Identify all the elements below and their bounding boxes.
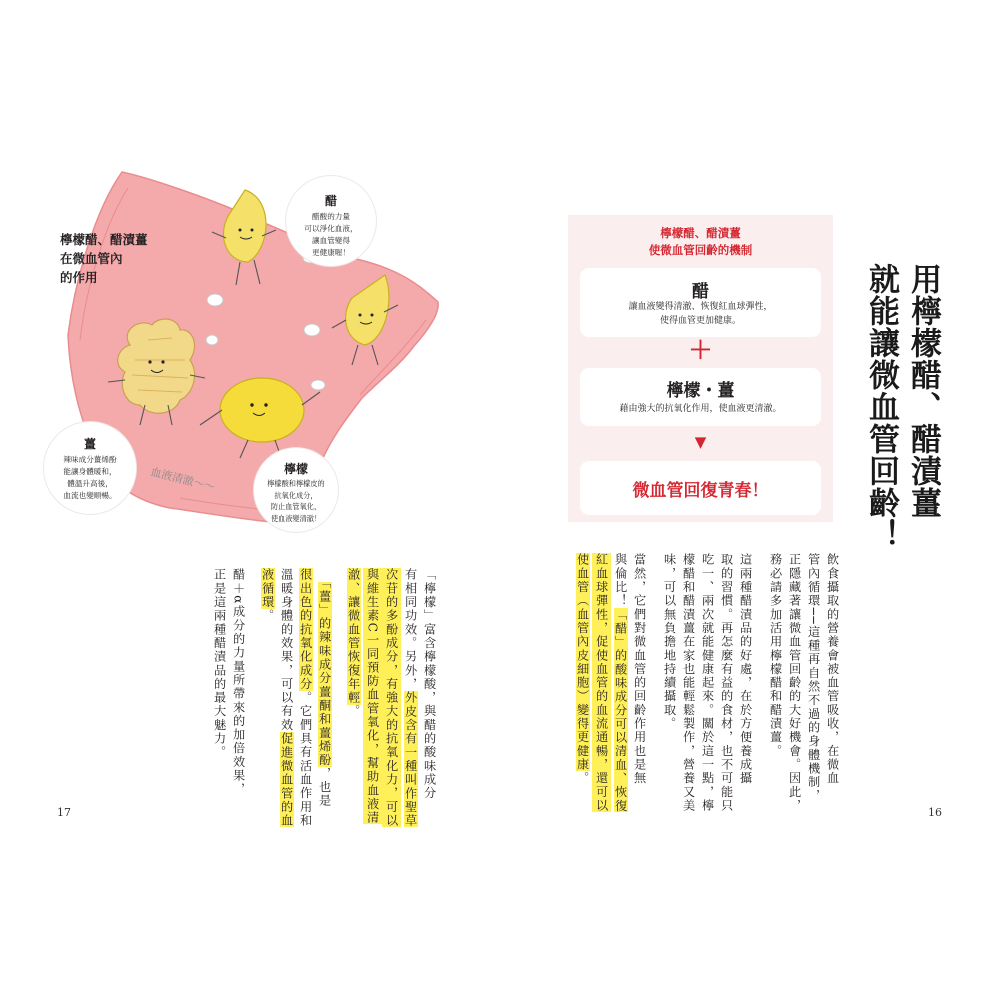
- ginger-line-4: 血流也變順暢。: [63, 491, 117, 500]
- down-arrow-icon: ▼: [694, 433, 707, 451]
- left-col-2a: 有相同功效。另外，: [403, 568, 418, 691]
- right-col-3: 正隱藏著讓微血管回齡的大好機會。因此，: [787, 553, 802, 813]
- right-col-7: 吃一、兩次就能健康起來。關於這一點，檸: [700, 553, 715, 813]
- right-col-13-end: 。: [575, 771, 590, 786]
- left-col-4: 與維生素C一同預防血管氧化，幫助血液清: [363, 568, 382, 824]
- left-col-2: [401, 568, 420, 827]
- page-number-left: 17: [57, 806, 71, 819]
- left-col-11: 正是這兩種醋漬品的最大魅力。: [212, 568, 227, 760]
- result-box-head: 微血管回復青春！: [632, 481, 769, 501]
- right-col-12: 紅血球彈性，促使血管的血流通暢，還可以: [592, 553, 611, 812]
- mechanism-panel: [568, 215, 833, 522]
- panel-title-line-2: 使微血管回齡的機制: [648, 243, 753, 257]
- left-col-8: [277, 568, 296, 827]
- right-col-13-highlight: 使血管（血管內皮細胞）變得更健康: [575, 553, 590, 772]
- vinegar-bubble: [286, 176, 376, 266]
- right-col-9: 味，可以無負擔地持續攝取。: [662, 553, 677, 731]
- right-col-1: 飲食攝取的營養會被血管吸收，在微血: [825, 553, 840, 786]
- lemon-ginger-box-head: 檸檬・薑: [666, 381, 735, 401]
- page-title-line-2: 就能讓微血管回齡！: [863, 263, 899, 551]
- vinegar-box-head: 醋: [692, 282, 709, 302]
- label-line-3: 的作用: [60, 270, 98, 285]
- left-col-5-highlight: 澈、讓微血管恢復年輕: [346, 568, 361, 705]
- right-col-8: 檬醋和醋漬薑在家也能輕鬆製作，營養又美: [681, 553, 696, 813]
- left-col-7-highlight: 很出色的抗氧化成分: [298, 568, 313, 691]
- left-col-9-end: 。: [260, 608, 275, 623]
- right-col-13: [573, 553, 592, 785]
- left-col-8-start: 溫暖身體的效果，可以有效: [279, 568, 294, 732]
- right-col-4: 務必請多加活用檸檬醋和醋漬薑。: [768, 553, 783, 758]
- lemon-bubble-title: 檸檬: [283, 462, 308, 476]
- label-line-2: 在微血管內: [60, 251, 123, 266]
- ginger-bubble-text: [44, 454, 136, 502]
- left-col-2-highlight: 外皮含有一種叫作聖草: [403, 690, 418, 828]
- vinegar-bubble-text: [286, 211, 376, 259]
- left-col-7-end: 。它們具有活血作用和: [298, 690, 313, 828]
- vinegar-box: [580, 268, 821, 337]
- page-title-line-1: 用檸檬醋、醋漬薑: [905, 263, 941, 519]
- vinegar-box-line-1: 讓血液變得清澈、恢復紅血球彈性，: [628, 302, 773, 312]
- right-col-10: 當然，它們對微血管的回齡作用也是無: [632, 553, 647, 786]
- vinegar-line-4: 更健康喔！: [312, 248, 350, 257]
- vinegar-line-3: 讓血管變得: [312, 236, 350, 245]
- lemon-bubble-text: [254, 478, 338, 524]
- left-col-9: [258, 568, 277, 623]
- label-line-1: 檸檬醋、醋漬薑: [60, 232, 148, 247]
- right-col-11: [611, 553, 630, 812]
- right-col-2: 管內循環──這種再自然不過的身體機制，: [806, 553, 821, 803]
- right-col-11-start: 與倫比！: [613, 553, 628, 608]
- page-number-right: 16: [928, 806, 942, 819]
- lemon-bubble: [254, 448, 338, 532]
- ginger-line-1: 辣味成分薑烯酚: [63, 455, 117, 464]
- result-box: [580, 461, 821, 515]
- ginger-bubble-title: 薑: [83, 437, 96, 451]
- left-col-5-end: 。: [346, 704, 361, 719]
- left-col-6-highlight: 「薑」的辣味成分薑酮和薑烯酚: [317, 581, 332, 767]
- left-col-3: 次苷的多酚成分，有強大的抗氧化力，可以: [382, 568, 401, 827]
- right-col-11-highlight: 「醋」的酸味成分可以清血、恢復: [613, 607, 628, 813]
- wavy-annotation: 血液清澈～～: [149, 465, 217, 494]
- left-col-6-end: ，也是: [317, 766, 332, 808]
- left-col-6-indent: [318, 568, 332, 582]
- ginger-line-3: 體溫升高後，: [67, 479, 113, 488]
- vinegar-line-1: 醋酸的力量: [312, 212, 350, 221]
- ginger-line-2: 能讓身體暖和，: [63, 467, 117, 476]
- left-col-10: 醋＋α成分的力量所帶來的加倍效果，: [231, 568, 246, 797]
- left-col-8-highlight: 促進微血管的血: [279, 731, 294, 828]
- ginger-bubble: [44, 422, 136, 514]
- left-col-9-highlight: 液循環: [260, 568, 275, 609]
- lemon-line-2: 抗氧化成分，: [274, 490, 318, 500]
- vinegar-line-2: 可以淨化血液，: [304, 224, 358, 233]
- right-col-5: 這兩種醋漬品的好處，在於方便養成攝: [738, 553, 753, 786]
- left-col-5: [344, 568, 363, 718]
- plus-icon: ＋: [688, 336, 713, 364]
- lemon-ginger-box: [580, 368, 821, 426]
- left-col-6: [315, 568, 334, 808]
- lemon-ginger-box-text: 藉由強大的抗氧化作用，使血液更清澈。: [619, 404, 782, 414]
- lemon-line-4: 使血液變清澈！: [270, 513, 322, 523]
- left-col-7: [296, 568, 315, 827]
- left-col-1: 「檸檬」富含檸檬酸，與醋的酸味成分: [422, 568, 437, 801]
- lemon-line-3: 防止血管氧化，: [270, 502, 322, 511]
- vinegar-box-text: [580, 300, 821, 328]
- panel-title-line-1: 檸檬醋、醋漬薑: [660, 226, 741, 240]
- right-col-6: 取的習慣。再怎麼有益的食材，也不可能只: [719, 553, 734, 813]
- lemon-line-1: 檸檬酸和檸檬皮的: [267, 479, 325, 488]
- vinegar-bubble-title: 醋: [324, 194, 337, 208]
- vinegar-box-line-2: 使得血管更加健康。: [659, 316, 741, 326]
- illustration-label: [60, 230, 148, 287]
